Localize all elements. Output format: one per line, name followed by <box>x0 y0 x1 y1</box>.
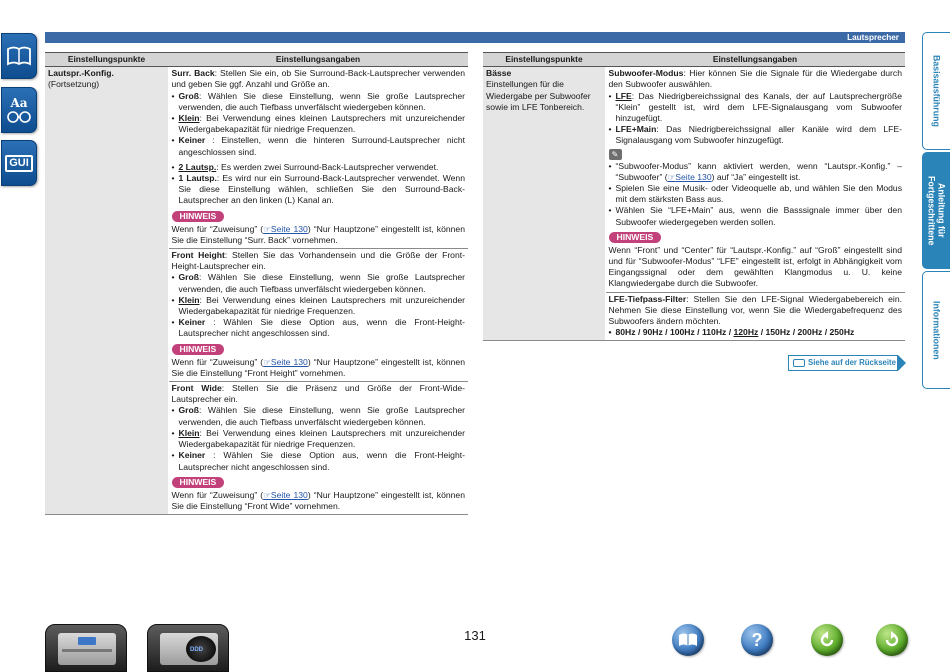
gui-icon[interactable] <box>1 140 37 186</box>
settings-table-right <box>483 52 905 341</box>
col-header-items: Einstellungspunkte <box>45 53 168 67</box>
note-badge: HINWEIS <box>172 477 225 488</box>
section-header-bar <box>45 32 905 43</box>
back-link-label: Siehe auf der Rückseite <box>808 358 896 367</box>
note-badge: HINWEIS <box>172 211 225 222</box>
note-badge: HINWEIS <box>609 232 662 243</box>
page-link[interactable]: ☞Seite 130 <box>263 489 308 500</box>
note-text: Wenn “Front” und “Center” für “Lautspr.-Konfig.” auf “Groß” eingestellt sind und für “Subwoofer-Modus” “LFE” eingestellt ist, erfolgt in Abhängigkeit vom Eingangssignal oder dem gewählten Klangmodus u. U. keine Klangwiedergabe durch die Subwoofer. <box>608 244 902 289</box>
slot <box>62 649 112 652</box>
question-icon: ? <box>751 630 763 650</box>
list-item: • Klein: Bei Verwendung eines kleinen Lautsprechers mit unzureichender Wiedergabekapazität für niedrige Frequenzen. <box>172 428 466 450</box>
tab-advanced-guide[interactable] <box>922 152 950 269</box>
item-title: Lautspr.-Konfig. <box>48 68 114 79</box>
subwoofer-mode-intro: : Hier können Sie die Signale für die Wiedergabe durch den Subwoofer auswählen. <box>608 68 902 90</box>
list-item: • Keiner : Wählen Sie diese Option aus, wenn die Front-Height-Lautsprecher nicht angeschlossen sind. <box>172 450 466 472</box>
forward-button[interactable] <box>876 624 908 656</box>
pencil-icon: ✎ <box>609 149 622 160</box>
gui-label: GUI <box>5 155 33 172</box>
device-panel <box>58 633 116 665</box>
list-item: • Keiner : Wählen Sie diese Option aus, wenn die Front-Height-Lautsprecher nicht angeschlossen sind. <box>172 317 466 339</box>
note-text: Wenn für “Zuweisung” (☞Seite 130) “Nur Hauptzone” eingestellt ist, können Sie die Einstellung “Front Height” vornehmen. <box>171 356 465 378</box>
display-window <box>78 637 96 645</box>
tab-label: Informationen <box>931 300 942 360</box>
text-size-label: Aa <box>10 96 28 110</box>
tab-label: Anleitung für Fortgeschrittene <box>926 175 947 246</box>
list-item: • Spielen Sie eine Musik- oder Videoquelle ab, und wählen Sie den Modus mit dem stärksten Bass aus. <box>609 183 903 205</box>
page-link[interactable]: ☞Seite 130 <box>263 223 308 234</box>
back-link-icon <box>793 359 805 367</box>
page-number: 131 <box>464 628 486 643</box>
see-back-link[interactable] <box>788 355 898 371</box>
page-link[interactable]: ☞Seite 130 <box>263 356 308 367</box>
detail-cell-surr-back <box>168 67 468 249</box>
list-item: • Groß: Wählen Sie diese Einstellung, wenn Sie große Lautsprecher verwenden, die auch Tiefbass unverfälscht wiedergeben können. <box>172 272 466 294</box>
back-button[interactable] <box>811 624 843 656</box>
contents-button[interactable] <box>672 624 704 656</box>
page-link[interactable]: ☞Seite 130 <box>667 171 712 182</box>
list-item: • Klein: Bei Verwendung eines kleinen Lautsprechers mit unzureichender Wiedergabekapazität für niedrige Frequenzen. <box>172 113 466 135</box>
front-height-term: Front Height <box>171 250 225 261</box>
col-header-items: Einstellungspunkte <box>483 53 605 67</box>
list-item: • Wählen Sie “LFE+Main” aus, wenn die Basssignale immer über den Subwoofer wiedergegeben werden sollen. <box>609 205 903 227</box>
detail-cell-lfe-filter <box>605 292 905 341</box>
frequency-options: • 80Hz / 90Hz / 100Hz / 110Hz / 120Hz / 150Hz / 200Hz / 250Hz <box>609 327 903 338</box>
detail-cell-front-height <box>168 249 468 382</box>
list-item: • LFE: Das Niedrigbereichssignal des Kanals, der auf Lautsprechergröße “Klein” gestellt ist, wird dem LFE-Signalausgang vom Subwoofer hinzugefügt. <box>609 91 903 125</box>
surr-back-term: Surr. Back <box>171 68 215 79</box>
lfe-filter-term: LFE-Tiefpass-Filter <box>608 293 687 304</box>
lfe-filter-intro: : Stellen Sie den LFE-Signal Wiedergabebereich ein. Nehmen Sie diese Einstellung vor, wenn Sie die Wiedergabefrequenz des Subwoofers ändern möchten. <box>608 293 902 327</box>
front-wide-term: Front Wide <box>171 383 222 394</box>
tab-information[interactable] <box>922 271 950 389</box>
device-panel <box>160 633 218 665</box>
item-cell-speaker-config <box>45 67 168 515</box>
section-title: Lautsprecher <box>847 33 899 42</box>
list-item: • 2 Lautsp.: Es werden zwei Surround-Back-Lautsprecher verwendet. <box>172 162 466 173</box>
text-size-icon[interactable] <box>1 87 37 133</box>
subwoofer-mode-term: Subwoofer-Modus <box>608 68 684 79</box>
device-display-text: DDD <box>190 647 203 653</box>
front-height-intro: : Stellen Sie das Vorhandensein und die Größe der Front-Height-Lautsprecher ein. <box>171 250 465 272</box>
detail-cell-subwoofer-mode <box>605 67 905 292</box>
item-cell-bass <box>483 67 605 341</box>
item-description: Einstellungen für die Wiedergabe per Subwoofer sowie im LFE Tonbereich. <box>486 79 591 112</box>
manual-book-icon[interactable] <box>1 33 37 79</box>
list-item: • “Subwoofer-Modus” kann aktiviert werden, wenn “Lautspr.-Konfig.” – “Subwoofer” (☞Seite 130) auf “Ja” eingestellt ist. <box>609 161 903 183</box>
tab-basic-operation[interactable] <box>922 32 950 150</box>
front-panel-device-icon[interactable] <box>45 624 127 672</box>
help-button[interactable] <box>741 624 773 656</box>
note-badge: HINWEIS <box>172 344 225 355</box>
surr-back-intro: : Stellen Sie ein, ob Sie Surround-Back-Lautsprecher verwenden und geben Sie ggf. Anzahl und Größe an. <box>171 68 465 90</box>
front-wide-intro: : Stellen Sie die Präsenz und Größe der Front-Wide-Lautsprecher ein. <box>171 383 466 405</box>
list-item: • Klein: Bei Verwendung eines kleinen Lautsprechers mit unzureichender Wiedergabekapazität für niedrige Frequenzen. <box>172 295 466 317</box>
list-item: • Keiner : Einstellen, wenn die hinteren Surround-Lautsprecher nicht angeschlossen sind. <box>172 135 466 157</box>
item-title: Bässe <box>486 68 512 79</box>
item-subtitle: (Fortsetzung) <box>48 79 100 90</box>
display-device-icon[interactable] <box>147 624 229 672</box>
list-item: • Groß: Wählen Sie diese Einstellung, wenn Sie große Lautsprecher verwenden, die auch Tiefbass unverfälscht wiedergeben können. <box>172 405 466 427</box>
col-header-details: Einstellungsangaben <box>168 53 468 67</box>
col-header-details: Einstellungsangaben <box>605 53 905 67</box>
tab-label: Basisausführung <box>931 55 942 127</box>
list-item: • LFE+Main: Das Niedrigbereichssignal aller Kanäle wird dem LFE-Signalausgang vom Subwoofer hinzugefügt. <box>609 124 903 146</box>
list-item: • 1 Lautsp.: Es wird nur ein Surround-Back-Lautsprecher verwendet. Wenn Sie diese Einstellung wählen, schließen Sie den Surround-Back-Lautsprecher an den linken (L) Kanal an. <box>172 173 466 207</box>
note-text: Wenn für “Zuweisung” (☞Seite 130) “Nur Hauptzone” eingestellt ist, können Sie die Einstellung “Front Wide” vornehmen. <box>171 489 465 511</box>
list-item: • Groß: Wählen Sie diese Einstellung, wenn Sie große Lautsprecher verwenden, die auch Tiefbass unverfälscht wiedergeben können. <box>172 91 466 113</box>
note-text: Wenn für “Zuweisung” (☞Seite 130) “Nur Hauptzone” eingestellt ist, können Sie die Einstellung “Surr. Back” vornehmen. <box>171 223 465 245</box>
detail-cell-front-wide <box>168 382 468 515</box>
settings-table-left <box>45 52 468 515</box>
